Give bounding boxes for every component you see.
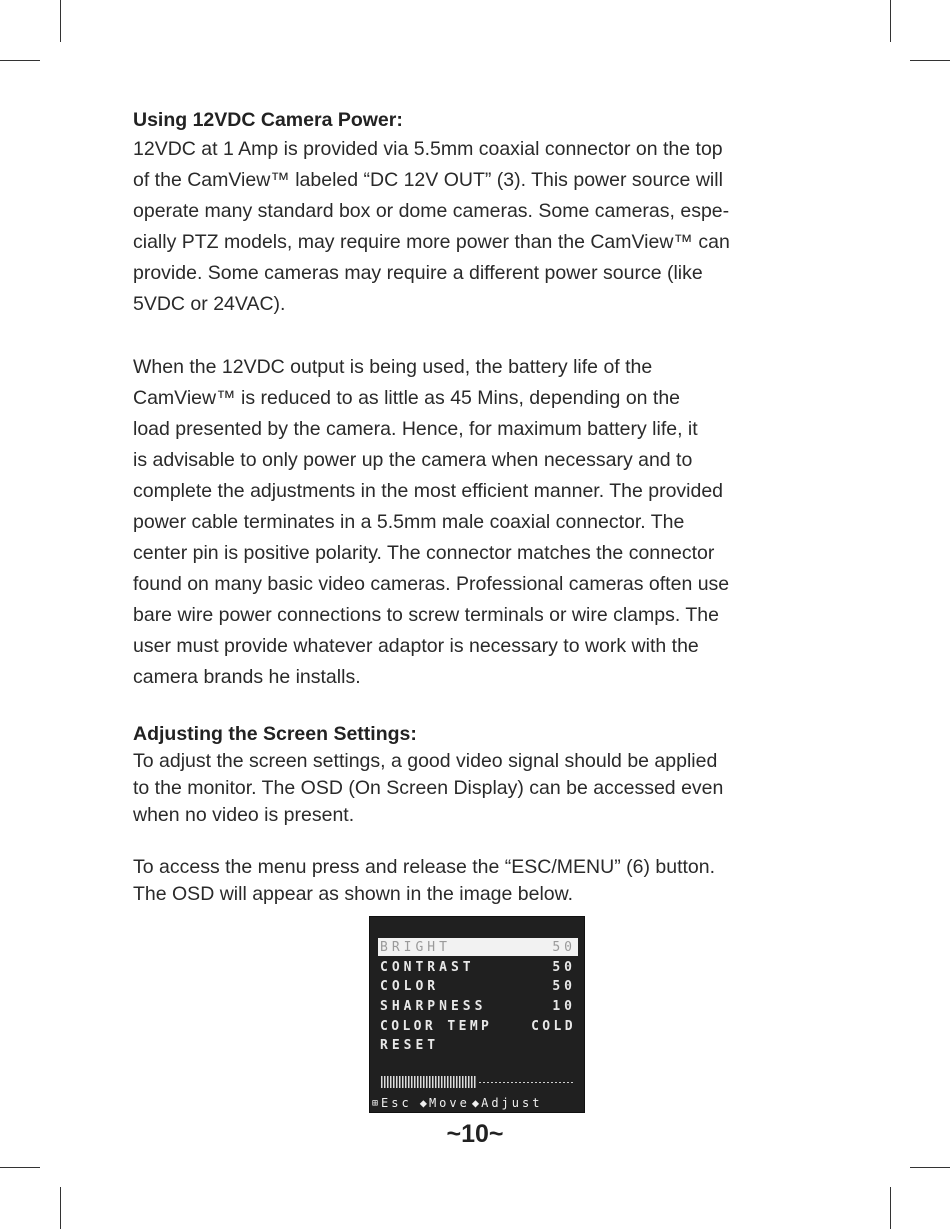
- text-line: 12VDC at 1 Amp is provided via 5.5mm coaxial connector on the top: [133, 138, 723, 160]
- crop-mark: [890, 1187, 891, 1229]
- osd-screenshot: [369, 916, 585, 1113]
- crop-mark: [890, 0, 891, 42]
- text-line: center pin is positive polarity. The connector matches the connector: [133, 542, 715, 564]
- osd-footer-move: Move: [428, 1096, 470, 1110]
- text-line: found on many basic video cameras. Professional cameras often use: [133, 573, 730, 595]
- osd-item-value: 50: [552, 978, 576, 994]
- text-line: of the CamView™ labeled “DC 12V OUT” (3). This power source will: [133, 169, 723, 191]
- osd-item-value: 50: [552, 939, 576, 955]
- text-line: provide. Some cameras may require a different power source (like: [133, 262, 703, 284]
- text-line: load presented by the camera. Hence, for maximum battery life, it: [133, 418, 698, 440]
- osd-menu-item-contrast: [380, 958, 576, 976]
- osd-item-label: COLOR TEMP: [380, 1018, 493, 1034]
- text-line: 5VDC or 24VAC).: [133, 293, 286, 315]
- crop-mark: [910, 1167, 950, 1168]
- page-number: ~10~: [446, 1120, 504, 1148]
- osd-level-track: [479, 1082, 573, 1083]
- text-line: To access the menu press and release the “ESC/MENU” (6) button.: [133, 856, 716, 878]
- diamond-icon: ◆: [419, 1096, 427, 1110]
- osd-footer: [370, 1094, 584, 1112]
- text-line: is advisable to only power up the camera when necessary and to: [133, 449, 693, 471]
- osd-menu-item-color: [380, 977, 576, 995]
- text-line: camera brands he installs.: [133, 666, 361, 688]
- paragraph: [133, 352, 833, 693]
- crop-mark: [60, 1187, 61, 1229]
- text-line: operate many standard box or dome cameras. Some cameras, espe-: [133, 200, 730, 222]
- section-screen-settings: [133, 720, 723, 829]
- text-line: user must provide whatever adaptor is necessary to work with the: [133, 635, 699, 657]
- text-line: complete the adjustments in the most efficient manner. The provided: [133, 480, 724, 502]
- text-line: When the 12VDC output is being used, the battery life of the: [133, 356, 653, 378]
- osd-level-fill: [381, 1076, 477, 1088]
- crop-mark: [60, 0, 61, 42]
- osd-footer-esc: Esc: [381, 1096, 412, 1110]
- text-line: to the monitor. The OSD (On Screen Display) can be accessed even: [133, 777, 724, 799]
- paragraph: [133, 134, 833, 320]
- osd-level-bar: [381, 1076, 573, 1088]
- crop-mark: [0, 1167, 40, 1168]
- section-camera-power: [133, 106, 833, 693]
- osd-menu-item-color-temp: [380, 1017, 576, 1035]
- diamond-icon: ◆: [471, 1096, 480, 1110]
- crop-mark: [910, 60, 950, 61]
- section-heading: Using 12VDC Camera Power:: [133, 109, 403, 131]
- osd-item-label: SHARPNESS: [380, 998, 487, 1014]
- osd-item-value: 10: [552, 998, 576, 1014]
- osd-menu-item-bright: [378, 938, 578, 956]
- osd-item-label: CONTRAST: [380, 959, 475, 975]
- osd-item-value: COLD: [531, 1018, 576, 1034]
- osd-item-value: 50: [552, 959, 576, 975]
- osd-menu-item-sharpness: [380, 997, 576, 1015]
- text-line: The OSD will appear as shown in the image below.: [133, 883, 574, 905]
- text-line: To adjust the screen settings, a good video signal should be applied: [133, 750, 718, 772]
- paragraph: [133, 748, 723, 829]
- text-line: power cable terminates in a 5.5mm male coaxial connector. The: [133, 511, 685, 533]
- section-heading: Adjusting the Screen Settings:: [133, 723, 417, 745]
- osd-item-label: RESET: [380, 1037, 440, 1053]
- text-line: CamView™ is reduced to as little as 45 Mins, depending on the: [133, 387, 681, 409]
- paragraph: [133, 854, 715, 908]
- menu-icon: ⊞: [372, 1097, 379, 1109]
- osd-menu-item-reset: [380, 1036, 576, 1054]
- crop-mark: [0, 60, 40, 61]
- text-line: bare wire power connections to screw terminals or wire clamps. The: [133, 604, 719, 626]
- text-line: when no video is present.: [133, 804, 355, 826]
- osd-item-label: COLOR: [380, 978, 440, 994]
- text-line: cially PTZ models, may require more power than the CamView™ can: [133, 231, 730, 253]
- osd-item-label: BRIGHT: [380, 939, 451, 955]
- osd-footer-adjust: Adjust: [481, 1096, 543, 1110]
